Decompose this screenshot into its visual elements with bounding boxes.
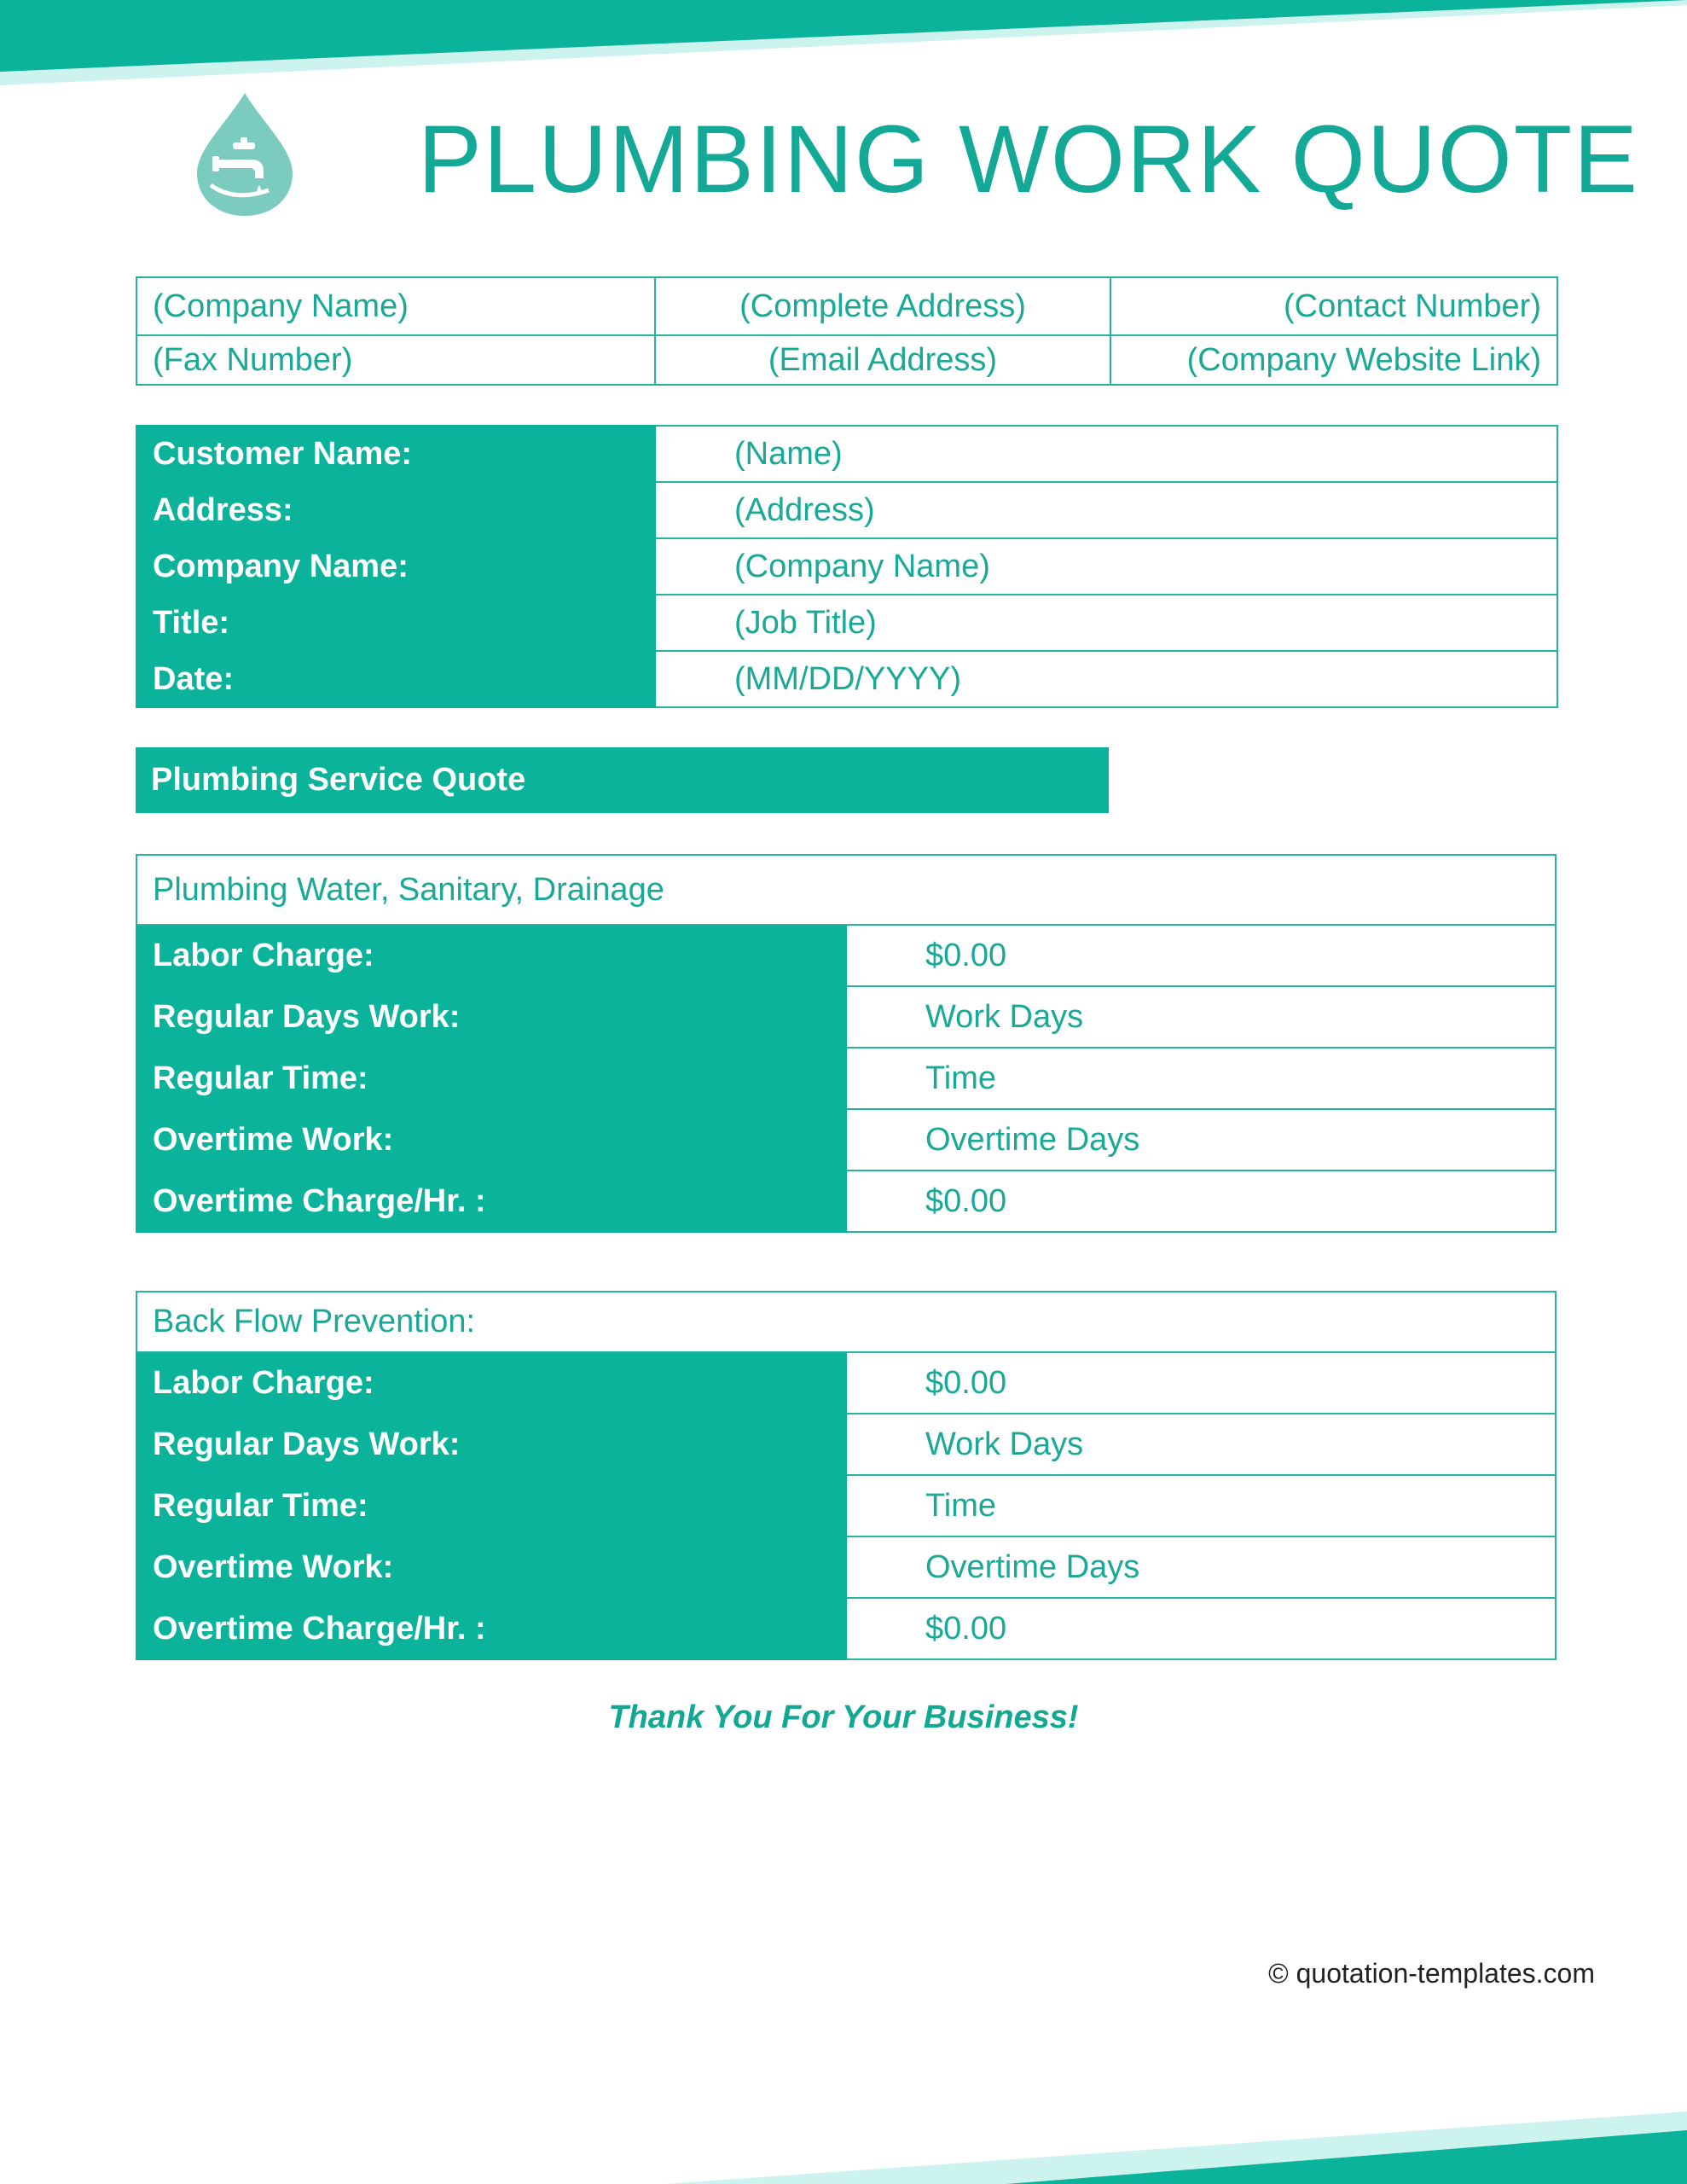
labor-charge-label: Labor Charge:	[136, 925, 846, 986]
regular-days-field[interactable]: Work Days	[846, 1414, 1556, 1475]
overtime-work-field[interactable]: Overtime Days	[846, 1536, 1556, 1598]
regular-days-label: Regular Days Work:	[136, 1414, 846, 1475]
overtime-work-label: Overtime Work:	[136, 1536, 846, 1598]
contact-number-field[interactable]: (Contact Number)	[1110, 277, 1557, 335]
date-label: Date:	[136, 651, 655, 707]
section-heading-row	[136, 855, 1556, 925]
regular-time-field[interactable]: Time	[846, 1475, 1556, 1536]
customer-details-table	[136, 425, 1558, 708]
overtime-charge-field[interactable]: $0.00	[846, 1598, 1556, 1659]
overtime-charge-label: Overtime Charge/Hr. :	[136, 1170, 846, 1232]
water-drop-faucet-icon	[192, 90, 299, 218]
address-label: Address:	[136, 482, 655, 538]
customer-name-label: Customer Name:	[136, 426, 655, 482]
overtime-charge-field[interactable]: $0.00	[846, 1170, 1556, 1232]
regular-time-field[interactable]: Time	[846, 1048, 1556, 1109]
table-row	[136, 986, 1556, 1048]
fax-number-field[interactable]: (Fax Number)	[136, 335, 655, 385]
customer-company-field[interactable]: (Company Name)	[655, 538, 1557, 595]
company-info-row	[136, 335, 1557, 385]
customer-row	[136, 538, 1557, 595]
customer-row	[136, 651, 1557, 707]
date-field[interactable]: (MM/DD/YYYY)	[655, 651, 1557, 707]
customer-row	[136, 482, 1557, 538]
customer-name-field[interactable]: (Name)	[655, 426, 1557, 482]
section-heading-row	[136, 1292, 1556, 1352]
company-info-row	[136, 277, 1557, 335]
title-label: Title:	[136, 595, 655, 651]
company-name-field[interactable]: (Company Name)	[136, 277, 655, 335]
customer-row	[136, 426, 1557, 482]
regular-days-label: Regular Days Work:	[136, 986, 846, 1048]
section-heading: Back Flow Prevention:	[136, 1292, 1556, 1352]
overtime-charge-label: Overtime Charge/Hr. :	[136, 1598, 846, 1659]
regular-time-label: Regular Time:	[136, 1048, 846, 1109]
plumbing-section-table	[136, 854, 1557, 1233]
website-link-field[interactable]: (Company Website Link)	[1110, 335, 1557, 385]
table-row	[136, 1352, 1556, 1414]
bottom-decorative-band	[0, 2094, 1687, 2184]
table-row	[136, 1598, 1556, 1659]
service-quote-banner: Plumbing Service Quote	[136, 747, 1109, 813]
thank-you-note: Thank You For Your Business!	[608, 1699, 1079, 1735]
top-decorative-band	[0, 0, 1687, 94]
overtime-work-label: Overtime Work:	[136, 1109, 846, 1170]
table-row	[136, 1475, 1556, 1536]
table-row	[136, 1109, 1556, 1170]
table-row	[136, 925, 1556, 986]
table-row	[136, 1536, 1556, 1598]
overtime-work-field[interactable]: Overtime Days	[846, 1109, 1556, 1170]
regular-time-label: Regular Time:	[136, 1475, 846, 1536]
table-row	[136, 1170, 1556, 1232]
labor-charge-field[interactable]: $0.00	[846, 1352, 1556, 1414]
email-address-field[interactable]: (Email Address)	[655, 335, 1110, 385]
labor-charge-field[interactable]: $0.00	[846, 925, 1556, 986]
page-title: PLUMBING WORK QUOTE	[418, 106, 1639, 212]
address-field[interactable]: (Address)	[655, 482, 1557, 538]
customer-row	[136, 595, 1557, 651]
table-row	[136, 1048, 1556, 1109]
table-row	[136, 1414, 1556, 1475]
complete-address-field[interactable]: (Complete Address)	[655, 277, 1110, 335]
job-title-field[interactable]: (Job Title)	[655, 595, 1557, 651]
copyright-link[interactable]: © quotation-templates.com	[1268, 1958, 1595, 1989]
labor-charge-label: Labor Charge:	[136, 1352, 846, 1414]
section-heading: Plumbing Water, Sanitary, Drainage	[136, 855, 1556, 925]
backflow-section-table	[136, 1291, 1557, 1660]
company-info-table	[136, 276, 1558, 386]
regular-days-field[interactable]: Work Days	[846, 986, 1556, 1048]
company-name-label: Company Name:	[136, 538, 655, 595]
